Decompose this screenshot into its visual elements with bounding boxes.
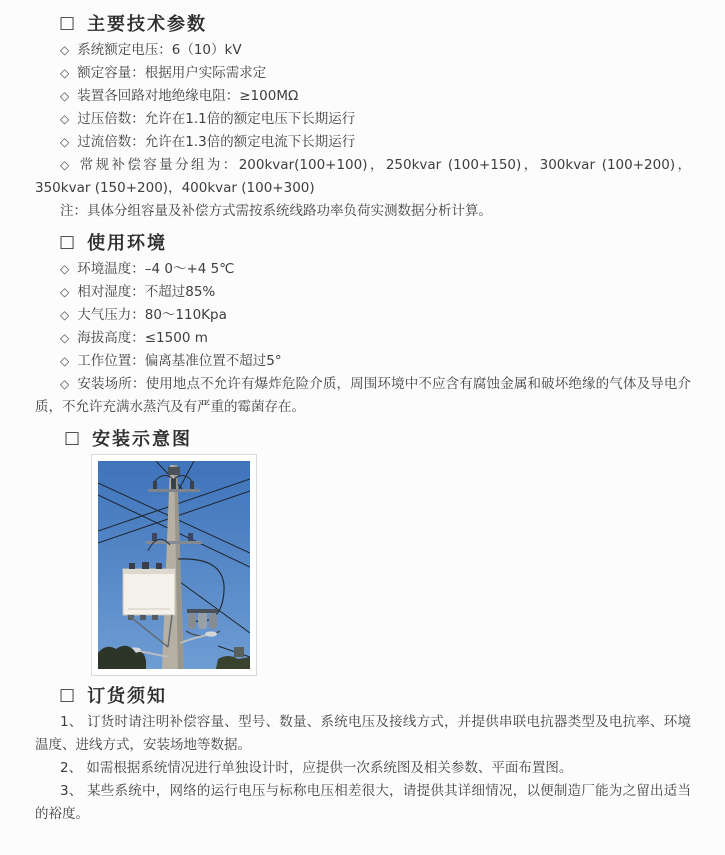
bullet-item (35, 85, 691, 108)
bullet-text: 安装场所：使用地点不允许有爆炸危险介质，周围环境中不应含有腐蚀金属和破坏绝缘的气体及导电介质，不允许充满水蒸汽及有严重的霉菌存在。 (35, 376, 691, 415)
section-title: 安装示意图 (92, 429, 193, 449)
bullet-item (35, 131, 691, 154)
bullet-item (35, 281, 691, 304)
diamond-bullet-icon: ◇ (60, 89, 70, 103)
diamond-bullet-icon: ◇ (60, 262, 70, 276)
bullet-item (35, 350, 691, 373)
diamond-bullet-icon: ◇ (60, 135, 70, 149)
bullet-text: 大气压力：80～110Kpa (77, 307, 227, 323)
bullet-item (35, 373, 691, 419)
order-item: 3、 某些系统中，网络的运行电压与标称电压相差很大，请提供其详细情况，以便制造厂能为之留出适当的裕度。 (35, 783, 691, 822)
bullet-text: 工作位置：偏离基准位置不超过5° (77, 353, 282, 369)
bullet-text: 过流倍数：允许在1.3倍的额定电流下长期运行 (77, 134, 356, 150)
diamond-bullet-icon: ◇ (60, 377, 70, 391)
bullet-item (35, 62, 691, 85)
bullet-text: 相对湿度：不超过85% (77, 284, 216, 300)
bullet-text: 环境温度：–4 0～+4 5℃ (77, 261, 235, 277)
diamond-bullet-icon: ◇ (60, 285, 70, 299)
bullet-text: 海拔高度：≤1500 m (77, 330, 208, 346)
section-title: 使用环境 (87, 233, 168, 253)
bullet-text: 额定容量：根据用户实际需求定 (77, 65, 267, 81)
order-item: 1、 订货时请注明补偿容量、型号、数量、系统电压及接线方式，并提供串联电抗器类型及电抗率、环境温度、进线方式，安装场地等数据。 (35, 714, 691, 753)
section-title: 订货须知 (87, 686, 168, 706)
square-marker-icon: □ (59, 13, 76, 33)
section-heading-tech-params (59, 12, 691, 34)
diamond-bullet-icon: ◇ (60, 331, 70, 345)
section-heading-installation (64, 427, 691, 449)
bullet-text: 过压倍数：允许在1.1倍的额定电压下长期运行 (77, 111, 356, 127)
bullet-text: 装置各回路对地绝缘电阻：≥100MΩ (77, 88, 299, 104)
diamond-bullet-icon: ◇ (60, 66, 70, 80)
installation-photo (91, 454, 257, 676)
section-title: 主要技术参数 (87, 14, 208, 34)
bullet-item (35, 258, 691, 281)
diamond-bullet-icon: ◇ (60, 112, 70, 126)
square-marker-icon: □ (59, 232, 76, 252)
note-text: 注：具体分组容量及补偿方式需按系统线路功率负荷实测数据分析计算。 (60, 203, 492, 219)
diamond-bullet-icon: ◇ (60, 308, 70, 322)
bullet-item (35, 327, 691, 350)
bullet-text: 常规补偿容量分组为：200kvar(100+100)，250kvar (100+150)，300kvar (100+200)，350kvar (150+200)，400kvar (100+300) (35, 157, 691, 196)
bullet-text: 系统额定电压：6（10）kV (77, 42, 242, 58)
diamond-bullet-icon: ◇ (60, 158, 72, 172)
bullet-item (35, 39, 691, 62)
square-marker-icon: □ (64, 428, 81, 448)
equipment-box (123, 562, 175, 620)
section-heading-environment (59, 231, 691, 253)
order-item: 2、 如需根据系统情况进行单独设计时，应提供一次系统图及相关参数、平面布置图。 (60, 760, 573, 776)
diamond-bullet-icon: ◇ (60, 354, 70, 368)
bullet-item (35, 108, 691, 131)
diamond-bullet-icon: ◇ (60, 43, 70, 57)
section-heading-ordering (59, 684, 691, 706)
bullet-item (35, 154, 691, 200)
square-marker-icon: □ (59, 685, 76, 705)
bullet-item (35, 304, 691, 327)
